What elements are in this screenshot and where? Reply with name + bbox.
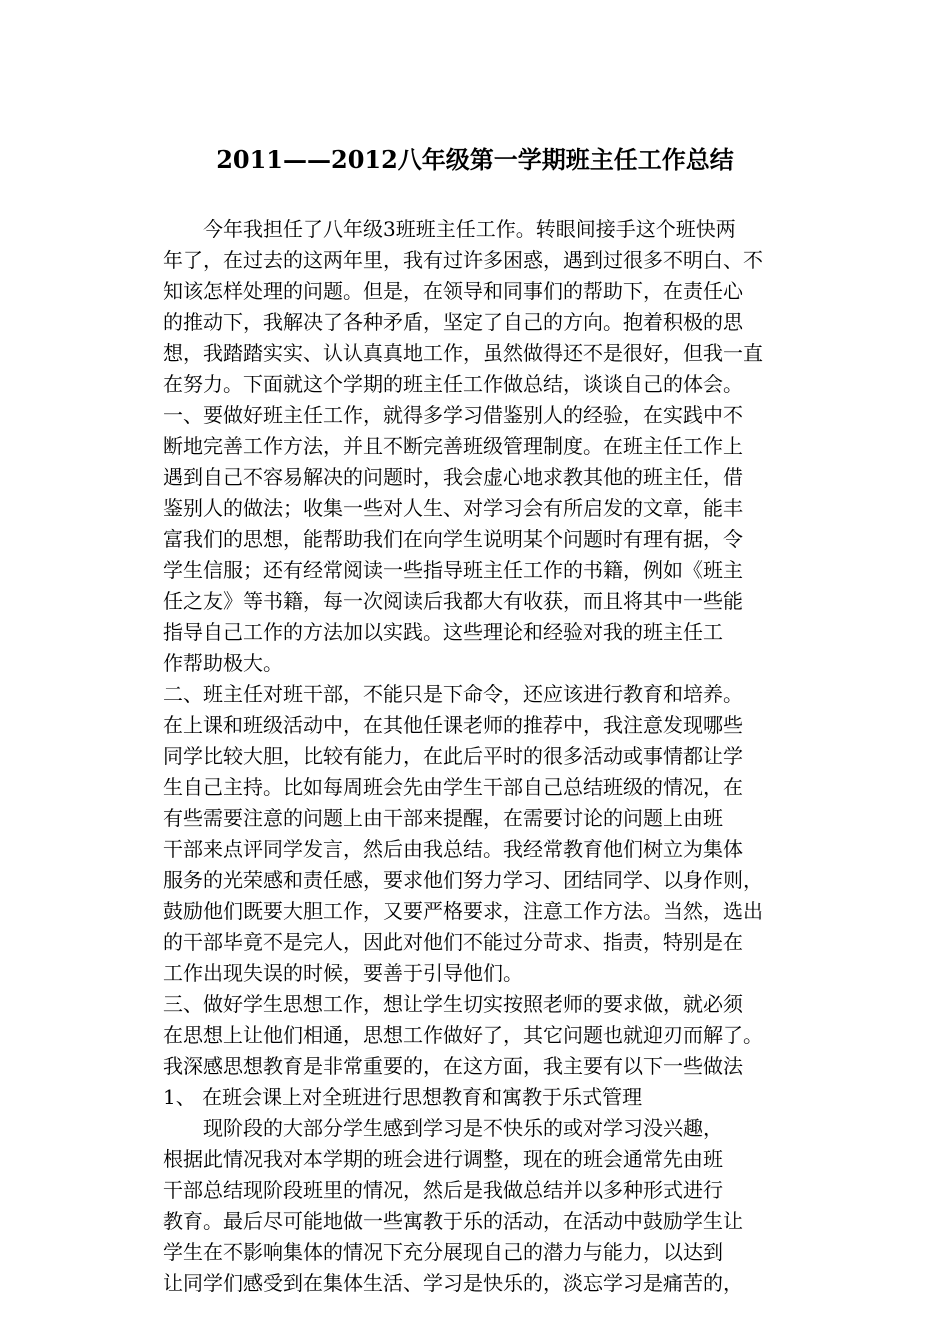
text-line: 二、班主任对班干部，不能只是下命令，还应该进行教育和培养。 (163, 682, 743, 706)
text-line: 工作出现失误的时候，要善于引导他们。 (163, 961, 523, 985)
text-line: 一、要做好班主任工作，就得多学习借鉴别人的经验，在实践中不 (163, 403, 743, 427)
text-line: 让同学们感受到在集体生活、学习是快乐的，淡忘学习是痛苦的， (163, 1271, 743, 1295)
text-line: 生自己主持。比如每周班会先由学生干部自己总结班级的情况，在 (163, 775, 743, 799)
text-line: 学生信服；还有经常阅读一些指导班主任工作的书籍，例如《班主 (163, 558, 743, 582)
text-line: 干部来点评同学发言，然后由我总结。我经常教育他们树立为集体 (163, 837, 743, 861)
text-line: 作帮助极大。 (163, 651, 283, 675)
text-line: 在思想上让他们相通，思想工作做好了，其它问题也就迎刃而解了。 (163, 1023, 763, 1047)
text-line: 在上课和班级活动中，在其他任课老师的推荐中，我注意发现哪些 (163, 713, 743, 737)
document-title: 2011——2012八年级第一学期班主任工作总结 (216, 145, 734, 174)
text-line: 任之友》等书籍，每一次阅读后我都大有收获，而且将其中一些能 (163, 589, 743, 613)
text-line: 教育。最后尽可能地做一些寓教于乐的活动，在活动中鼓励学生让 (163, 1209, 743, 1233)
text-line: 三、做好学生思想工作，想让学生切实按照老师的要求做，就必须 (163, 992, 743, 1016)
text-line: 的推动下，我解决了各种矛盾，坚定了自己的方向。抱着积极的思 (163, 310, 743, 334)
text-line: 富我们的思想，能帮助我们在向学生说明某个问题时有理有据，令 (163, 527, 743, 551)
text-line: 今年我担任了八年级3班班主任工作。转眼间接手这个班快两 (203, 217, 736, 241)
text-line: 同学比较大胆，比较有能力，在此后平时的很多活动或事情都让学 (163, 744, 743, 768)
text-line: 服务的光荣感和责任感，要求他们努力学习、团结同学、以身作则， (163, 868, 763, 892)
text-line: 的干部毕竟不是完人，因此对他们不能过分苛求、指责，特别是在 (163, 930, 743, 954)
text-line: 指导自己工作的方法加以实践。这些理论和经验对我的班主任工 (163, 620, 723, 644)
text-line: 干部总结现阶段班里的情况，然后是我做总结并以多种形式进行 (163, 1178, 723, 1202)
text-line: 想，我踏踏实实、认认真真地工作，虽然做得还不是很好，但我一直 (163, 341, 763, 365)
text-line: 断地完善工作方法，并且不断完善班级管理制度。在班主任工作上 (163, 434, 743, 458)
text-line: 鼓励他们既要大胆工作，又要严格要求，注意工作方法。当然，选出 (163, 899, 763, 923)
text-line: 年了，在过去的这两年里，我有过许多困惑，遇到过很多不明白、不 (163, 248, 763, 272)
text-line: 现阶段的大部分学生感到学习是不快乐的或对学习没兴趣， (203, 1116, 723, 1140)
text-line: 学生在不影响集体的情况下充分展现自己的潜力与能力，以达到 (163, 1240, 723, 1264)
text-line: 有些需要注意的问题上由干部来提醒，在需要讨论的问题上由班 (163, 806, 723, 830)
text-line: 知该怎样处理的问题。但是，在领导和同事们的帮助下，在责任心 (163, 279, 743, 303)
text-line: 在努力。下面就这个学期的班主任工作做总结，谈谈自己的体会。 (163, 372, 743, 396)
document-body (163, 214, 793, 1299)
text-line: 1、 在班会课上对全班进行思想教育和寓教于乐式管理 (163, 1085, 643, 1109)
text-line: 根据此情况我对本学期的班会进行调整，现在的班会通常先由班 (163, 1147, 723, 1171)
text-line: 我深感思想教育是非常重要的，在这方面，我主要有以下一些做法 (163, 1054, 743, 1078)
text-line: 鉴别人的做法；收集一些对人生、对学习会有所启发的文章，能丰 (163, 496, 743, 520)
text-line: 遇到自己不容易解决的问题时，我会虚心地求教其他的班主任，借 (163, 465, 743, 489)
